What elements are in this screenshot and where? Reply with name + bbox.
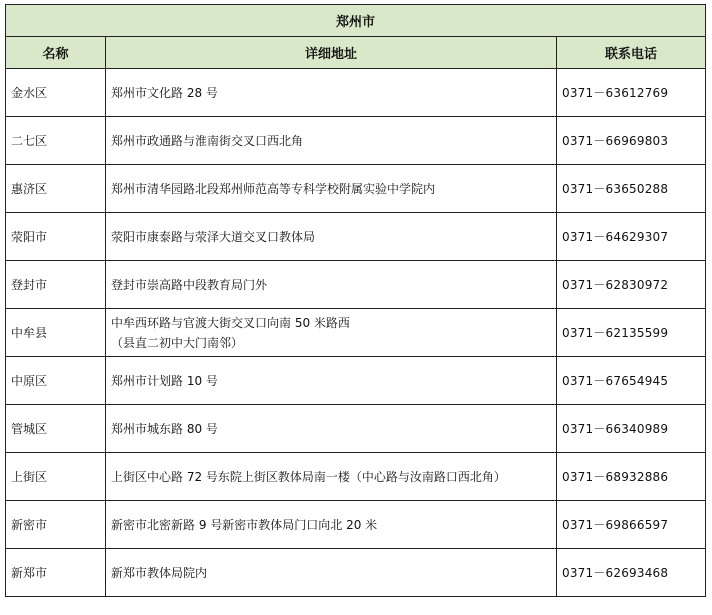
district-name-cell: 二七区	[6, 117, 106, 165]
phone-cell: 0371－68932886	[557, 453, 706, 501]
address-line: 登封市崇高路中段教育局门外	[111, 277, 268, 292]
address-cell	[106, 549, 557, 597]
address-line: 荥阳市康泰路与荥泽大道交叉口教体局	[111, 229, 316, 244]
address-cell	[106, 357, 557, 405]
district-name-cell: 惠济区	[6, 165, 106, 213]
table-row	[6, 453, 706, 501]
address-line: 郑州市政通路与淮南街交叉口西北角	[111, 133, 304, 148]
phone-cell: 0371－66969803	[557, 117, 706, 165]
address-cell	[106, 309, 557, 357]
table-row	[6, 117, 706, 165]
address-cell	[106, 213, 557, 261]
table-title: 郑州市	[6, 5, 706, 37]
address-cell	[106, 453, 557, 501]
address-line: 中牟西环路与官渡大街交叉口向南 50 米路西	[111, 315, 350, 330]
table-title-row	[6, 5, 706, 37]
table-row	[6, 69, 706, 117]
address-line: 新郑市教体局院内	[111, 565, 208, 580]
phone-cell: 0371－69866597	[557, 501, 706, 549]
district-name-cell: 金水区	[6, 69, 106, 117]
table-row	[6, 501, 706, 549]
phone-cell: 0371－62693468	[557, 549, 706, 597]
column-header-name: 名称	[6, 37, 106, 69]
phone-cell: 0371－66340989	[557, 405, 706, 453]
table-row	[6, 261, 706, 309]
address-cell	[106, 117, 557, 165]
district-name-cell: 中原区	[6, 357, 106, 405]
district-name-cell: 新密市	[6, 501, 106, 549]
table-header-row	[6, 37, 706, 69]
address-cell	[106, 261, 557, 309]
address-line: 郑州市清华园路北段郑州师范高等专科学校附属实验中学院内	[111, 181, 436, 196]
office-table-container	[5, 4, 705, 597]
table-row	[6, 165, 706, 213]
phone-cell: 0371－63650288	[557, 165, 706, 213]
address-cell	[106, 501, 557, 549]
table-row	[6, 213, 706, 261]
address-line: 郑州市城东路 80 号	[111, 421, 218, 436]
phone-cell: 0371－64629307	[557, 213, 706, 261]
column-header-phone: 联系电话	[557, 37, 706, 69]
address-line: 郑州市文化路 28 号	[111, 85, 218, 100]
table-row	[6, 549, 706, 597]
table-row	[6, 357, 706, 405]
phone-cell: 0371－67654945	[557, 357, 706, 405]
district-name-cell: 管城区	[6, 405, 106, 453]
district-name-cell: 新郑市	[6, 549, 106, 597]
phone-cell: 0371－62830972	[557, 261, 706, 309]
district-name-cell: 登封市	[6, 261, 106, 309]
district-name-cell: 中牟县	[6, 309, 106, 357]
district-name-cell: 上街区	[6, 453, 106, 501]
office-contact-table	[5, 4, 706, 597]
table-row	[6, 405, 706, 453]
address-line: （县直二初中大门南邻）	[111, 335, 244, 350]
table-row	[6, 309, 706, 357]
address-line: 上街区中心路 72 号东院上街区教体局南一楼（中心路与汝南路口西北角）	[111, 469, 506, 484]
table-body	[6, 69, 706, 597]
address-line: 新密市北密新路 9 号新密市教体局门口向北 20 米	[111, 517, 378, 532]
address-cell	[106, 69, 557, 117]
address-cell	[106, 165, 557, 213]
phone-cell: 0371－63612769	[557, 69, 706, 117]
phone-cell: 0371－62135599	[557, 309, 706, 357]
district-name-cell: 荥阳市	[6, 213, 106, 261]
address-cell	[106, 405, 557, 453]
address-line: 郑州市计划路 10 号	[111, 373, 218, 388]
column-header-address: 详细地址	[106, 37, 557, 69]
